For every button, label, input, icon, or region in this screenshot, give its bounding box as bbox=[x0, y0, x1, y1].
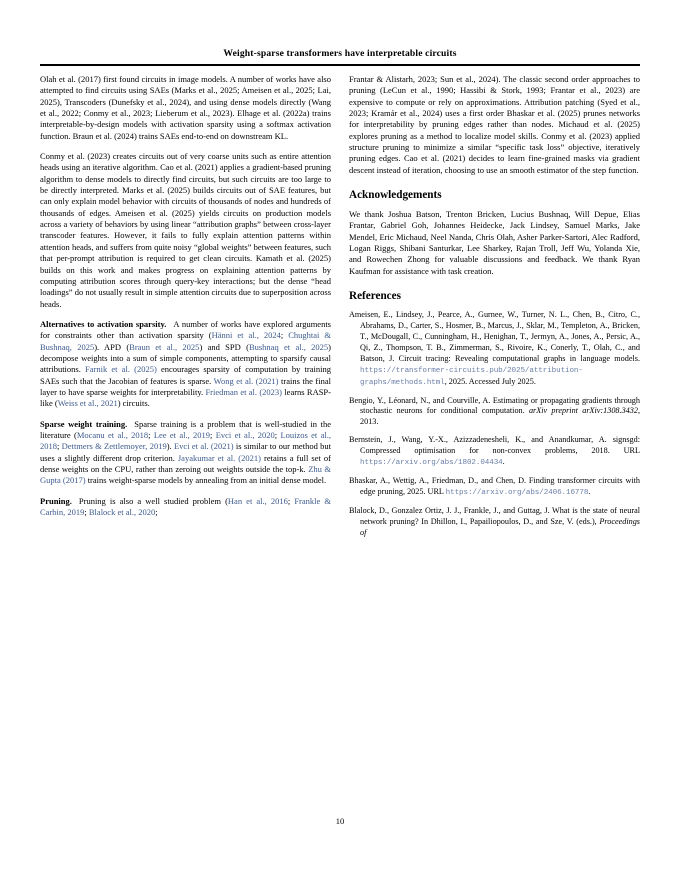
paragraph-pruning-continuation: Frantar & Alistarh, 2023; Sun et al., 2024). The classic second order approaches to pruning (LeCun et al., 1990; Hassibi & Stork, 1993; Frantar et al., 2023) are expensive to compute or rely on approximations. Attribution patching (Syed et al., 2023; Kramár et al., 2024) uses a first order Bhaskar et al. (2025) prunes networks for interpretability by pruning edges rather than nodes. Michaud et al. (2025) explores pruning as a method to localize model skills. Conmy et al. (2023) applied structure pruning to minimize a similar “specific task loss” objective, iteratively pruning edges. Cao et al. (2021) decides to learn fine-grained masks via gradient descent instead of iteration, choosing to use an smooth estimator of the step function. bbox=[349, 74, 640, 175]
subsection-pruning-heading: Pruning. bbox=[40, 495, 72, 506]
reference-entry: Bengio, Y., Léonard, N., and Courville, A. Estimating or propagating gradients through stochastic neurons for conditional computation. arXiv preprint arXiv:1308.3432, 2013. bbox=[349, 395, 640, 427]
references-list bbox=[349, 310, 640, 538]
subsection-alternatives-text: A number of works have explored arguments for constraints other than activation sparsity (Hänni et al., 2024; Chughtai & Bushnaq, 2025). APD (Braun et al., 2025) and SPD (Bushnaq et al., 2025) decompose weights into a sum of simple components, attempting to sparsify causal attributions. Farnik et al. (2025) encourages sparsity of computation by training SAEs such that the Jacobian of features is sparse. Wong et al. (2021) trains the final layer to have sparse weights for interpretability. Friedman et al. (2023) learns RASP-like (Weiss et al., 2021) circuits. bbox=[40, 318, 332, 409]
acknowledgements-text: We thank Joshua Batson, Trenton Bricken, Lucius Bushnaq, Will Depue, Elias Frantar, Gabriel Goh, Johannes Heidecke, Jack Lindsey, Samuel Marks, Jake Mendel, Eric Michaud, Neel Nanda, Chris Olah, Asher Parker-Sartori, Alec Radford, Logan Riggs, Shibani Santurkar, Lee Sharkey, Rajan Troll, Jeff Wu, Yolanda Xie, and Rowechen Zhong for valuable discussions and feedback. We thank Ryan Kaufman for assistance with task creation. bbox=[349, 209, 640, 276]
page-number: 10 bbox=[335, 816, 345, 826]
inline-citation[interactable]: Jayakumar et al. (2021) bbox=[177, 452, 261, 463]
inline-citation[interactable]: Farnik et al. (2025) bbox=[85, 364, 157, 375]
inline-citation[interactable]: Bushnaq et al., 2025 bbox=[248, 341, 329, 352]
subsection-pruning-text: Pruning is also a well studied problem (Han et al., 2016; Frankle & Carbin, 2019; Blalock et al., 2020; bbox=[40, 495, 331, 518]
inline-citation[interactable]: Evci et al. (2021) bbox=[173, 441, 234, 452]
inline-citation[interactable]: Frankle & Carbin, 2019 bbox=[40, 495, 331, 518]
subsection-sparse-weight-training-heading: Sparse weight training. bbox=[40, 418, 128, 429]
inline-citation[interactable]: Weiss et al., 2021 bbox=[57, 398, 118, 409]
reference-entry: Blalock, D., Gonzalez Ortiz, J. J., Frankle, J., and Guttag, J. What is the state of neural network pruning? In Dhillon, I., Papailiopoulos, D., and Sze, V. (eds.), Proceedings of bbox=[349, 505, 640, 537]
inline-citation[interactable]: Dettmers & Zettlemoyer, 2019 bbox=[61, 441, 167, 452]
subsection-sparse-weight-training bbox=[40, 419, 331, 487]
reference-entry: Bernstein, J., Wang, Y.-X., Azizzadenesheli, K., and Anandkumar, A. signsgd: Compressed optimisation for non-convex problems, 2018. URL https://arxiv.org/abs/1802.04434. bbox=[349, 435, 640, 468]
reference-venue: arXiv preprint arXiv:1308.3432 bbox=[528, 406, 638, 416]
subsection-pruning bbox=[40, 496, 331, 519]
inline-citation[interactable]: Blalock et al., 2020 bbox=[88, 507, 156, 518]
subsection-alternatives bbox=[40, 319, 331, 410]
inline-citation[interactable]: Chughtai & Bushnaq, 2025 bbox=[40, 330, 332, 352]
paragraph-related-circuits: Olah et al. (2017) first found circuits in image models. A number of works have also attempted to find circuits using SAEs (Marks et al., 2025; Ameisen et al., 2025; Lai, 2025), Transcoders (Dunefsky et al., 2024), and using dense models directly (Wang et al., 2022; Conmy et al., 2023; Lieberum et al., 2023). Elhage et al. (2022a) trains interpretable-by-design models with activation sparsity using a softmax activation function. Braun et al. (2024) trains SAEs end-to-end on downstream KL. bbox=[40, 74, 331, 141]
inline-citation[interactable]: Braun et al., 2025 bbox=[129, 341, 200, 352]
subsection-sparse-weight-training-text: Sparse training is a problem that is well-studied in the literature (Mocanu et al., 2018; Lee et al., 2019; Evci et al., 2020; Louizos et al., 2018; Dettmers & Zettlemoyer, 2019). Evci et al. (2021) is similar to our method but uses a slightly different drop criterion. Jayakumar et al. (2021) retains a full set of dense weights on the CPU, rather than zeroing out weights outside the top-k. Zhu & Gupta (2017) trains weight-sparse models by annealing from an initial dense model. bbox=[40, 418, 331, 486]
header-rule bbox=[40, 64, 640, 66]
references-heading: References bbox=[349, 290, 401, 303]
reference-entry: Ameisen, E., Lindsey, J., Pearce, A., Gurnee, W., Turner, N. L., Chen, B., Citro, C., Abrahams, D., Carter, S., Hosmer, B., Marcus, J., Sklar, M., Templeton, A., Bricken, T., McDougall, C., Cunningham, H., Henighan, T., Jermyn, A., Jones, A., Persic, A., Qi, Z., Thompson, T. B., Zimmerman, S., Rivoire, K., Conerly, T., Olah, C., and Batson, J. Circuit tracing: Revealing computational graphs in language models. https://transformer-circuits.pub/2025/attribution-graphs/methods.html, 2025. Accessed July 2025. bbox=[349, 310, 640, 387]
inline-citation[interactable]: Mocanu et al., 2018 bbox=[76, 429, 149, 440]
inline-citation[interactable]: Hänni et al., 2024 bbox=[211, 330, 281, 341]
two-column-body bbox=[40, 74, 640, 545]
inline-citation[interactable]: Lee et al., 2019 bbox=[153, 429, 211, 440]
running-head: Weight-sparse transformers have interpretable circuits bbox=[223, 48, 457, 59]
inline-citation[interactable]: Zhu & Gupta (2017) bbox=[40, 464, 331, 486]
inline-citation[interactable]: Louizos et al., 2018 bbox=[40, 429, 331, 452]
inline-citation[interactable]: Evci et al., 2020 bbox=[215, 429, 275, 440]
subsection-alternatives-heading: Alternatives to activation sparsity. bbox=[40, 318, 167, 329]
paragraph-circuit-granularity: Conmy et al. (2023) creates circuits out of very coarse units such as entire attention heads using an iterative algorithm. Cao et al. (2021) applies a gradient-based pruning algorithm to dense models to directly find circuits, but such circuits are too large to be directly interpreted. Marks et al. (2025) builds circuits out of SAE features, but can only explain model behavior with circuits of thousands of nodes and hundreds of thousands of edges. Ameisen et al. (2025) yields circuits on production models across a variety of behaviors by using linear “attribution graphs” between cross-layer transcoder features. However, it fails to fully explain attention patterns within attention heads, and suffers from quite noisy “global weights” between features, such that per-prompt attribution is required to get clean circuits. Kamath et al. (2025) builds on this work and makes progress on explaining attention patterns by computing attribution scores through query-key interactions; but the dense “head loadings” do not usually result in simple attention circuits due to superposition across heads. bbox=[40, 151, 331, 309]
reference-url[interactable]: https://arxiv.org/abs/2406.16778 bbox=[445, 488, 589, 497]
reference-venue: Proceedings of bbox=[360, 516, 640, 537]
inline-citation[interactable]: Wong et al. (2021) bbox=[213, 375, 279, 386]
reference-url[interactable]: https://transformer-circuits.pub/2025/attribution-graphs/methods.html bbox=[360, 366, 583, 387]
inline-citation[interactable]: Friedman et al. (2023) bbox=[205, 386, 282, 397]
left-column bbox=[40, 74, 331, 545]
reference-entry: Bhaskar, A., Wettig, A., Friedman, D., and Chen, D. Finding transformer circuits with edge pruning, 2025. URL https://arxiv.org/abs/2406.16778. bbox=[349, 475, 640, 497]
inline-citation[interactable]: Han et al., 2016 bbox=[227, 495, 288, 506]
reference-url[interactable]: https://arxiv.org/abs/1802.04434 bbox=[360, 459, 503, 468]
right-column bbox=[349, 74, 640, 545]
acknowledgements-heading: Acknowledgements bbox=[349, 189, 442, 202]
